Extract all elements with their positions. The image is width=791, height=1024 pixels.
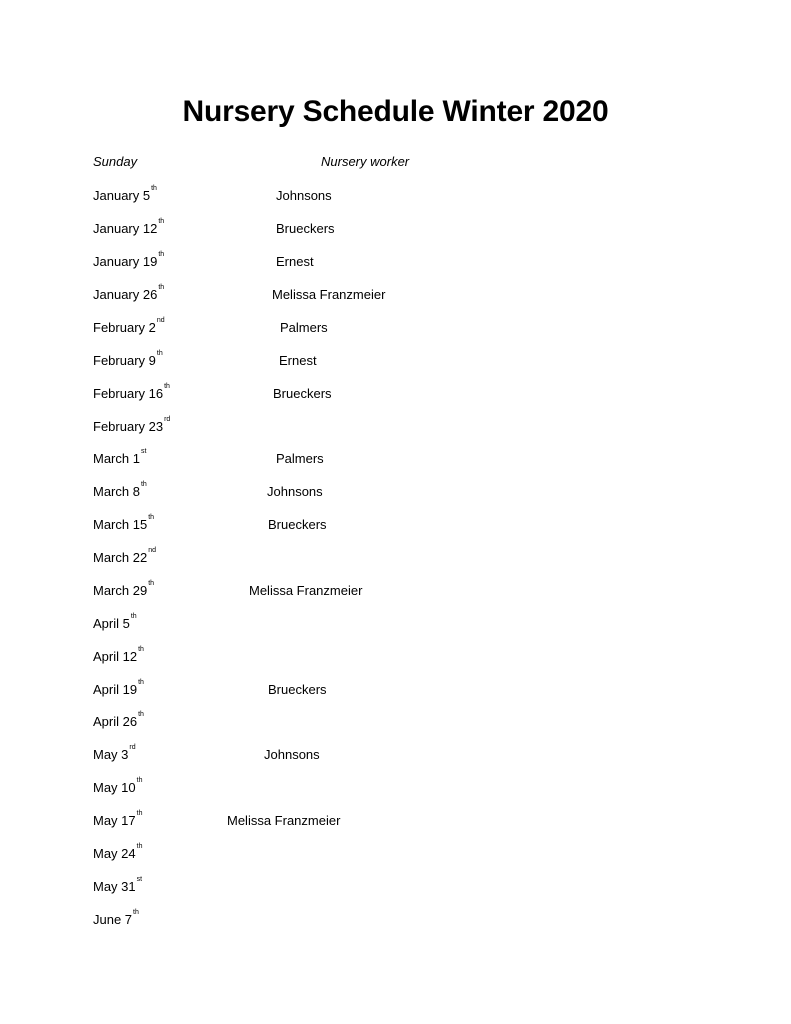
date-text: May 3 <box>93 747 129 762</box>
sunday-date <box>93 448 147 466</box>
nursery-worker-name: Palmers <box>280 320 328 335</box>
date-text: April 12 <box>93 649 138 664</box>
schedule-row <box>0 481 791 506</box>
schedule-row <box>0 909 791 934</box>
date-text: March 8 <box>93 484 140 499</box>
schedule-row <box>0 350 791 375</box>
schedule-row <box>0 547 791 572</box>
nursery-worker-name: Johnsons <box>267 484 323 499</box>
ordinal-suffix: th <box>136 777 143 784</box>
sunday-date <box>93 416 171 434</box>
schedule-row <box>0 810 791 835</box>
schedule-row <box>0 646 791 671</box>
date-text: April 26 <box>93 714 138 729</box>
nursery-worker-name: Brueckers <box>268 682 327 697</box>
date-text: April 19 <box>93 682 138 697</box>
date-text: May 10 <box>93 780 136 795</box>
sunday-date <box>93 317 165 335</box>
date-text: March 22 <box>93 550 148 565</box>
date-text: March 1 <box>93 451 140 466</box>
ordinal-suffix: nd <box>156 317 165 324</box>
schedule-row <box>0 416 791 441</box>
sunday-date <box>93 646 144 664</box>
date-text: February 9 <box>93 353 156 368</box>
date-text: June 7 <box>93 912 133 927</box>
ordinal-suffix: rd <box>164 416 171 423</box>
ordinal-suffix: th <box>158 218 165 225</box>
column-header-nursery-worker: Nursery worker <box>321 154 410 169</box>
schedule-row <box>0 876 791 901</box>
sunday-date <box>93 810 143 828</box>
sunday-date <box>93 744 136 762</box>
nursery-worker-name: Melissa Franzmeier <box>227 813 341 828</box>
date-text: January 26 <box>93 287 158 302</box>
sunday-date <box>93 185 157 203</box>
schedule-row <box>0 448 791 473</box>
ordinal-suffix: th <box>148 514 155 521</box>
sunday-date <box>93 251 165 269</box>
ordinal-suffix: th <box>136 843 143 850</box>
date-text: May 17 <box>93 813 136 828</box>
nursery-worker-name: Brueckers <box>273 386 332 401</box>
sunday-date <box>93 876 143 894</box>
sunday-date <box>93 777 143 795</box>
date-text: February 16 <box>93 386 164 401</box>
date-text: May 31 <box>93 879 136 894</box>
date-text: February 2 <box>93 320 156 335</box>
sunday-date <box>93 580 155 598</box>
ordinal-suffix: th <box>140 481 147 488</box>
ordinal-suffix: th <box>130 613 137 620</box>
ordinal-suffix: th <box>136 810 143 817</box>
ordinal-suffix: th <box>133 909 139 916</box>
ordinal-suffix: st <box>140 448 147 455</box>
sunday-date <box>93 679 144 697</box>
sunday-date <box>93 383 170 401</box>
schedule-row <box>0 185 791 210</box>
schedule-row <box>0 383 791 408</box>
sunday-date <box>93 547 156 565</box>
sunday-date <box>93 613 137 631</box>
schedule-row <box>0 679 791 704</box>
sunday-date <box>93 218 165 236</box>
schedule-row <box>0 218 791 243</box>
sunday-date <box>93 350 163 368</box>
page-title: Nursery Schedule Winter 2020 <box>182 95 609 128</box>
sunday-date <box>93 843 143 861</box>
ordinal-suffix: th <box>138 646 144 653</box>
date-text: January 5 <box>93 188 151 203</box>
ordinal-suffix: th <box>148 580 155 587</box>
date-text: March 15 <box>93 517 148 532</box>
nursery-worker-name: Johnsons <box>264 747 320 762</box>
ordinal-suffix: nd <box>148 547 156 554</box>
schedule-row <box>0 284 791 309</box>
sunday-date <box>93 284 165 302</box>
ordinal-suffix: th <box>156 350 163 357</box>
nursery-worker-name: Palmers <box>276 451 324 466</box>
ordinal-suffix: th <box>138 679 144 686</box>
sunday-date <box>93 514 155 532</box>
sunday-date <box>93 711 144 729</box>
sunday-date <box>93 909 139 927</box>
schedule-row <box>0 711 791 736</box>
date-text: March 29 <box>93 583 148 598</box>
schedule-row <box>0 744 791 769</box>
schedule-row <box>0 843 791 868</box>
ordinal-suffix: th <box>158 284 165 291</box>
date-text: January 12 <box>93 221 158 236</box>
schedule-row <box>0 514 791 539</box>
nursery-worker-name: Ernest <box>276 254 314 269</box>
ordinal-suffix: rd <box>129 744 136 751</box>
schedule-row <box>0 251 791 276</box>
date-text: April 5 <box>93 616 130 631</box>
date-text: January 19 <box>93 254 158 269</box>
schedule-row <box>0 613 791 638</box>
schedule-row <box>0 317 791 342</box>
nursery-worker-name: Brueckers <box>268 517 327 532</box>
nursery-worker-name: Melissa Franzmeier <box>249 583 363 598</box>
nursery-worker-name: Melissa Franzmeier <box>272 287 386 302</box>
ordinal-suffix: th <box>138 711 144 718</box>
ordinal-suffix: th <box>151 185 157 192</box>
nursery-worker-name: Ernest <box>279 353 317 368</box>
column-header-sunday: Sunday <box>93 154 138 169</box>
date-text: February 23 <box>93 419 164 434</box>
ordinal-suffix: th <box>158 251 165 258</box>
ordinal-suffix: th <box>164 383 170 390</box>
schedule-row <box>0 777 791 802</box>
nursery-worker-name: Johnsons <box>276 188 332 203</box>
schedule-row <box>0 580 791 605</box>
nursery-worker-name: Brueckers <box>276 221 335 236</box>
ordinal-suffix: st <box>136 876 143 883</box>
date-text: May 24 <box>93 846 136 861</box>
sunday-date <box>93 481 147 499</box>
